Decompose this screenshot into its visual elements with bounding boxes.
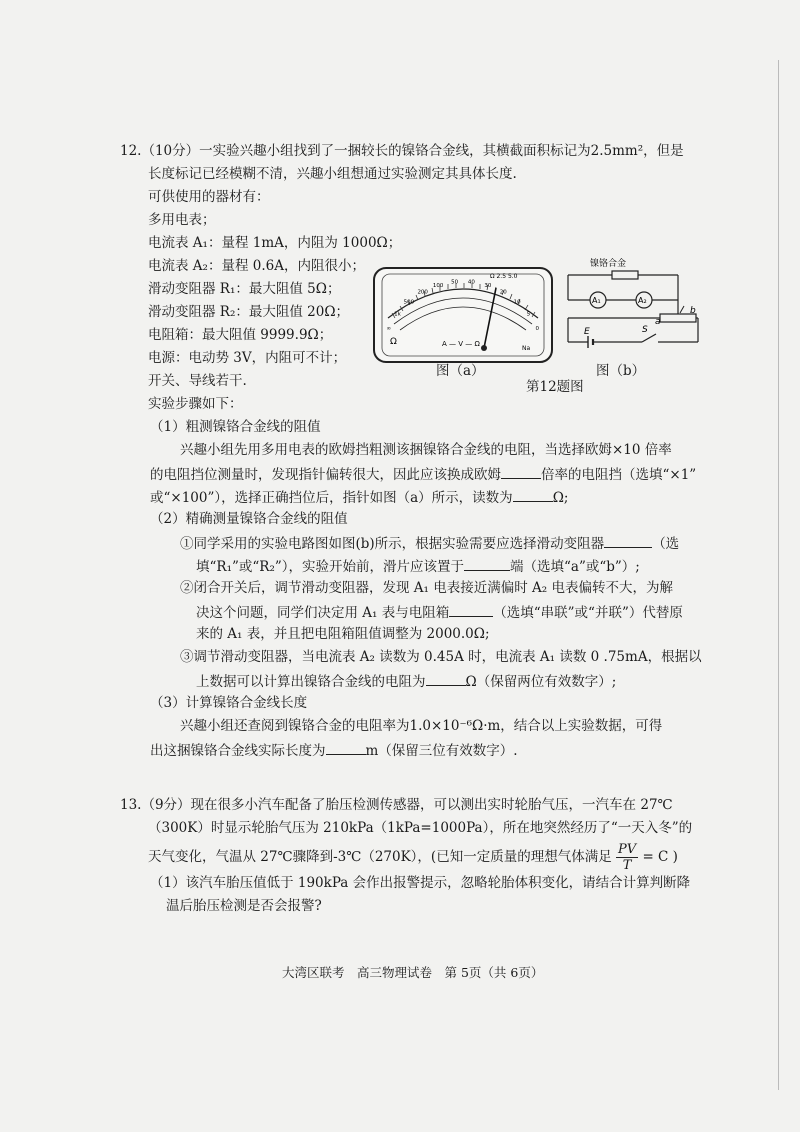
answer-blank-3[interactable]: [604, 533, 652, 548]
q12-line-3: 可供使用的器材有：: [148, 189, 270, 205]
q12-step1-c: 或“×100”），选择正确挡位后，指针如图（a）所示，读数为 Ω;: [150, 487, 568, 507]
meter-scale-label: 100: [432, 282, 444, 289]
q12-step1-title: （1）粗测镍铬合金线的阻值: [150, 419, 321, 435]
q12-line-5: 电流表 A₁：量程 1mA，内阻为 1000Ω；: [148, 235, 402, 251]
q12-line-7: 滑动变阻器 R₁：最大阻值 5Ω；: [148, 281, 341, 297]
q12-step1-b: 的电阻挡位测量时，发现指针偏转很大，因此应该换成欧姆 倍率的电阻挡（选填“×1”: [150, 464, 696, 484]
page-edge: [778, 60, 779, 1090]
figure-caption: 第12题图: [526, 379, 584, 395]
meter-scale-label: 50: [451, 279, 459, 286]
meter-na-label: Na: [522, 345, 531, 352]
q12-step2-f: ③调节滑动变阻器，当电流表 A₂ 读数为 0.45A 时，电流表 A₁ 读数 0 .75mA，根据以: [180, 649, 702, 665]
q12-step2-title: （2）精确测量镍铬合金线的阻值: [150, 511, 348, 527]
q12-line-1: 12.（10分）一实验兴趣小组找到了一捆较长的镍铬合金线，其横截面积标记为2.5mm²，但是: [120, 143, 684, 159]
circuit-s-label: S: [642, 325, 648, 335]
q13-line-1: 13.（9分）现在很多小汽车配备了胎压检测传感器，可以测出实时轮胎气压，一汽车在 27℃: [120, 797, 673, 813]
q12-line-4: 多用电表；: [148, 212, 216, 228]
meter-scale-label: 200: [417, 289, 428, 296]
answer-blank-2[interactable]: [513, 487, 553, 502]
q12-step2-g: 上数据可以计算出镍铬合金线的电阻为 Ω（保留两位有效数字）;: [196, 671, 616, 691]
meter-scale-label: ∞: [386, 326, 392, 333]
circuit-wire-label: 镍铬合金: [590, 259, 627, 269]
q13-line-3: 天气变化，气温从 27℃骤降到-3℃（270K），(已知一定质量的理想气体满足 $\frac{PV}{T}$ = C ): [148, 842, 678, 873]
q12-step2-c: ②闭合开关后，调节滑动变阻器，发现 A₁ 电表接近满偏时 A₂ 电表偏转不大，为解: [180, 580, 673, 596]
circuit-a1-label: A₁: [592, 296, 601, 305]
page-footer: 大湾区联考 高三物理试卷 第 5页（共 6页）: [282, 965, 544, 980]
meter-scale-label: 500: [403, 299, 415, 306]
multimeter-figure: [372, 266, 554, 364]
q12-step2-d: 决这个问题，同学们决定用 A₁ 表与电阻箱 （选填“串联”或“并联”）代替原: [196, 602, 683, 622]
q12-step3-a: 兴趣小组还查阅到镍铬合金的电阻率为1.0×10⁻⁶Ω·m，结合以上实验数据，可得: [180, 718, 663, 734]
circuit-e-label: E: [584, 327, 590, 337]
q12-line-6: 电流表 A₂：量程 0.6A，内阻很小；: [148, 258, 365, 274]
answer-blank-7[interactable]: [326, 740, 366, 755]
figure-b-label: 图（b）: [596, 363, 646, 379]
q12-step2-a: ①同学采用的实验电路图如图(b)所示，根据实验需要应选择滑动变阻器 （选: [180, 533, 679, 553]
circuit-a2-label: A₂: [638, 296, 647, 305]
q12-step2-e: 来的 A₁ 表，并且把电阻箱阻值调整为 2000.0Ω;: [196, 626, 490, 642]
meter-volt-label: A — V — Ω: [442, 340, 480, 348]
meter-scale-label: 10: [513, 299, 521, 306]
q13-line-5: 温后胎压检测是否会报警?: [166, 898, 322, 914]
meter-omega-label: Ω: [390, 337, 397, 347]
q12-line-11: 开关、导线若干.: [148, 373, 247, 389]
answer-blank-6[interactable]: [426, 671, 466, 686]
meter-scale-label: 20: [499, 289, 507, 296]
q12-line-2: 长度标记已经模糊不清，兴趣小组想通过实验测定其具体长度.: [148, 166, 517, 182]
meter-top-label: Ω 2.5 5.0: [490, 273, 518, 280]
meter-scale-label: 5: [526, 311, 531, 318]
figure-a-label: 图（a）: [436, 363, 485, 379]
circuit-b-label: b: [690, 306, 696, 316]
q13-line-2: （300K）时显示轮胎气压为 210kPa（1kPa=1000Pa），所在地突然经历了“一天入冬”的: [148, 820, 693, 836]
q12-line-10: 电源：电动势 3V，内阻可不计；: [148, 350, 347, 366]
q12-line-8: 滑动变阻器 R₂：最大阻值 20Ω；: [148, 304, 350, 320]
q12-step3-title: （3）计算镍铬合金线长度: [150, 695, 308, 711]
ideal-gas-fraction: $\frac{PV}{T}$: [618, 842, 637, 873]
q12-line-12: 实验步骤如下：: [148, 396, 243, 412]
q12-step1-a: 兴趣小组先用多用电表的欧姆挡粗测该捆镍铬合金线的电阻，当选择欧姆×10 倍率: [180, 442, 672, 458]
meter-scale-label: 0: [535, 326, 539, 333]
q12-step2-b: 填“R₁”或“R₂”），实验开始前，滑片应该置于 端（选填“a”或“b”）;: [196, 556, 640, 576]
q12-line-9: 电阻箱：最大阻值 9999.9Ω；: [148, 327, 333, 343]
answer-blank-1[interactable]: [501, 464, 541, 479]
meter-scale-label: 1k: [394, 311, 401, 318]
q12-step3-b: 出这捆镍铬合金线实际长度为 m（保留三位有效数字）.: [150, 740, 518, 760]
circuit-a-label: a: [655, 317, 661, 327]
answer-blank-5[interactable]: [449, 602, 493, 617]
answer-blank-4[interactable]: [464, 556, 510, 571]
q13-line-4: （1）该汽车胎压值低于 190kPa 会作出报警提示，忽略轮胎体积变化，请结合计算判断降: [150, 875, 691, 891]
meter-scale-label: 40: [467, 279, 475, 286]
circuit-figure: [560, 256, 706, 356]
meter-scale-label: 30: [484, 282, 492, 289]
